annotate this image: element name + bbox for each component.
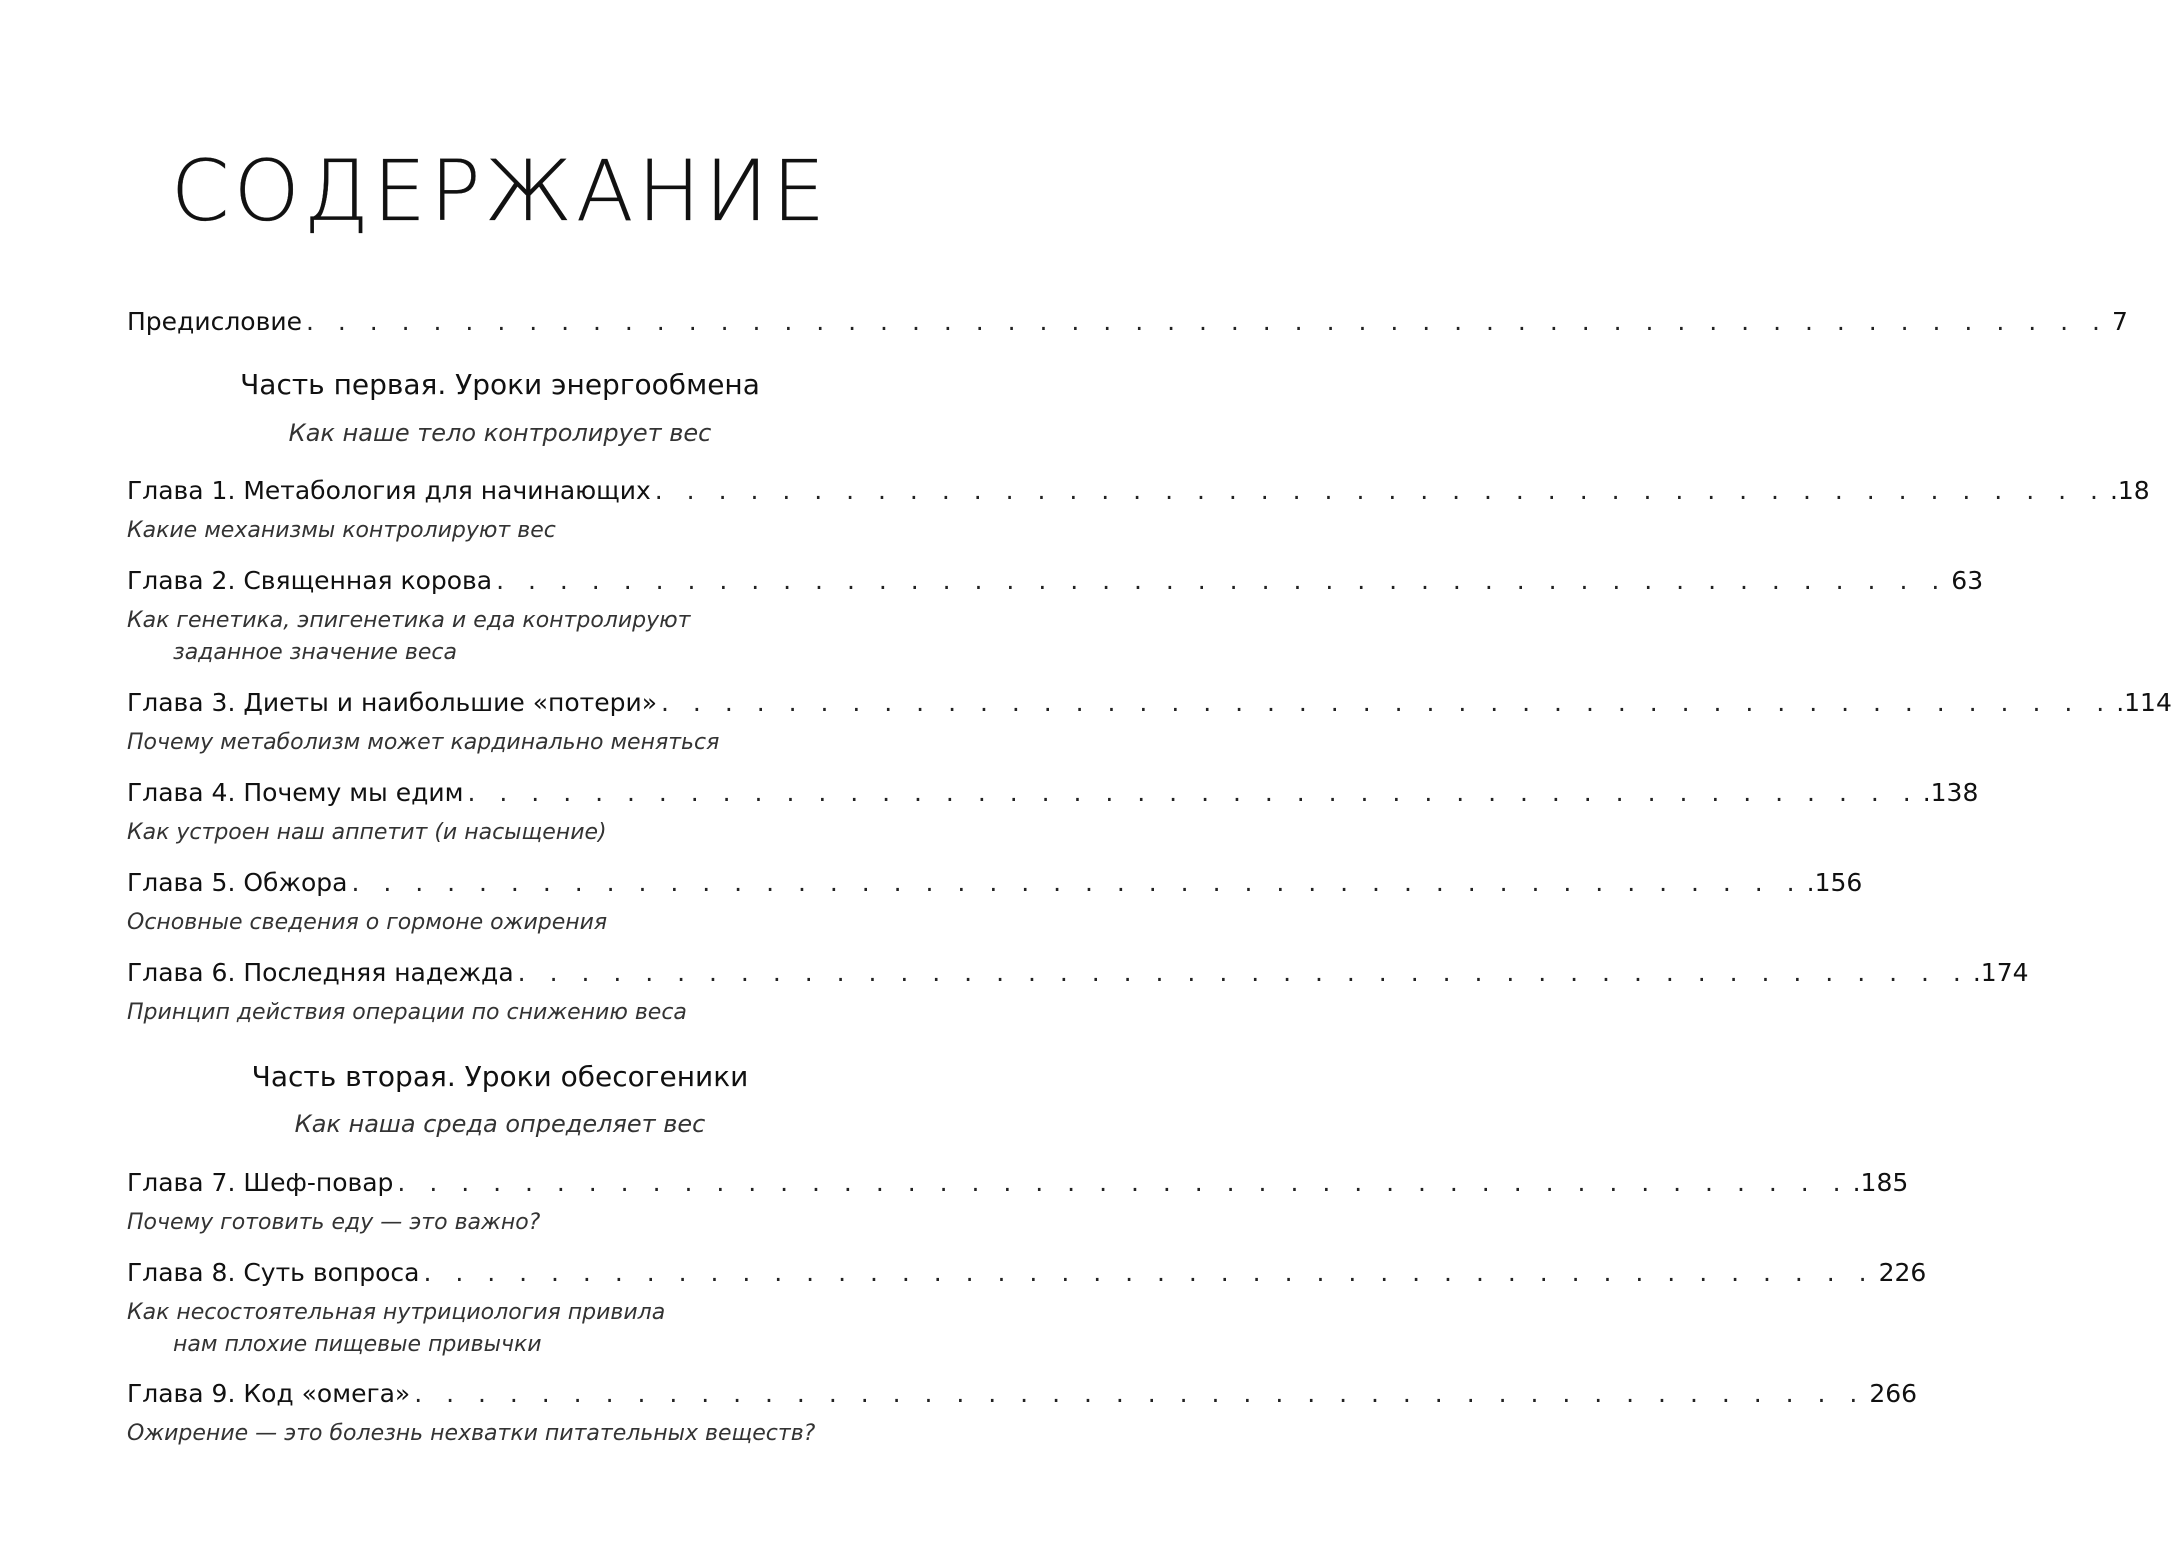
- entry-label: Глава 1. Метабология для начинающих: [127, 476, 651, 505]
- page-number: .18: [2109, 476, 2150, 505]
- chapter-description: [127, 605, 887, 669]
- entry-label: Предисловие: [127, 307, 302, 336]
- page-number: .114: [2116, 688, 2172, 717]
- chapter-description: [127, 727, 887, 759]
- leader-dots: . . . . . . . . . . . . . . . . . . . . . . . . . . . . . . . . . . . . . . . . . . . . . .: [351, 868, 1803, 897]
- part-title: Часть вторая. Уроки обесогеники: [251, 1060, 749, 1093]
- page-title: СОДЕРЖАНИЕ: [170, 142, 830, 240]
- page-number: .174: [1972, 958, 2029, 987]
- toc-entry-preface[interactable]: [127, 305, 2128, 339]
- description-line: Принцип действия операции по снижению веса: [127, 1000, 687, 1025]
- toc-entry-chapter-1[interactable]: [127, 474, 2150, 508]
- toc-entry-chapter-7[interactable]: [127, 1166, 1909, 1200]
- chapter-description: [127, 997, 887, 1029]
- chapter-description: [127, 907, 887, 939]
- chapter-description: [127, 817, 887, 849]
- description-line: Какие механизмы контролируют вес: [127, 518, 556, 543]
- page-number: .185: [1852, 1168, 1909, 1197]
- part-subtitle: Как наше тело контролирует вес: [288, 419, 712, 447]
- description-line: Почему готовить еду — это важно?: [127, 1210, 541, 1235]
- entry-label: Глава 4. Почему мы едим: [127, 778, 464, 807]
- part-subtitle: Как наша среда определяет вес: [294, 1110, 706, 1138]
- entry-label: Глава 9. Код «омега»: [127, 1379, 411, 1408]
- chapter-description: [127, 1418, 887, 1450]
- chapter-description: [127, 515, 887, 547]
- page-number: .156: [1806, 868, 1863, 897]
- leader-dots: . . . . . . . . . . . . . . . . . . . . . . . . . . . . . . . . . . . . . . . . . . . . . . . . . . . . . . . . .: [305, 307, 2108, 336]
- toc-entry-chapter-4[interactable]: [127, 776, 1979, 810]
- toc-entry-chapter-8[interactable]: [127, 1256, 1927, 1290]
- leader-dots: . . . . . . . . . . . . . . . . . . . . . . . . . . . . . . . . . . . . . . . . . . . . . .: [517, 958, 1969, 987]
- entry-label: Глава 8. Суть вопроса: [127, 1258, 420, 1287]
- page-number: .138: [1922, 778, 1979, 807]
- page-number: 7: [2111, 307, 2128, 336]
- entry-label: Глава 6. Последняя надежда: [127, 958, 514, 987]
- leader-dots: . . . . . . . . . . . . . . . . . . . . . . . . . . . . . . . . . . . . . . . . . . . . . .: [467, 778, 1919, 807]
- description-line: Как генетика, эпигенетика и еда контролируют: [127, 608, 691, 633]
- entry-label: Глава 2. Священная корова: [127, 566, 493, 595]
- leader-dots: . . . . . . . . . . . . . . . . . . . . . . . . . . . . . . . . . . . . . . . . . . . . . .: [397, 1168, 1849, 1197]
- description-line: нам плохие пищевые привычки: [173, 1332, 542, 1357]
- toc-entry-chapter-6[interactable]: [127, 956, 2029, 990]
- description-line: Основные сведения о гормоне ожирения: [127, 910, 608, 935]
- leader-dots: . . . . . . . . . . . . . . . . . . . . . . . . . . . . . . . . . . . . . . . . . . . . . .: [654, 476, 2106, 505]
- leader-dots: . . . . . . . . . . . . . . . . . . . . . . . . . . . . . . . . . . . . . . . . . . . . . .: [423, 1258, 1875, 1287]
- description-line: заданное значение веса: [173, 640, 458, 665]
- chapter-description: [127, 1207, 887, 1239]
- chapter-description: [127, 1297, 887, 1361]
- page-number: 226: [1878, 1258, 1927, 1287]
- entry-label: Глава 7. Шеф-повар: [127, 1168, 394, 1197]
- toc-entry-chapter-9[interactable]: [127, 1377, 1918, 1411]
- description-line: Почему метаболизм может кардинально меняться: [127, 730, 720, 755]
- entry-label: Глава 5. Обжора: [127, 868, 348, 897]
- page-number: 63: [1951, 566, 1984, 595]
- toc-entry-chapter-2[interactable]: [127, 564, 1984, 598]
- toc-entry-chapter-3[interactable]: [127, 686, 2172, 720]
- leader-dots: . . . . . . . . . . . . . . . . . . . . . . . . . . . . . . . . . . . . . . . . . . . . . .: [661, 688, 2113, 717]
- description-line: Как устроен наш аппетит (и насыщение): [127, 820, 607, 845]
- toc-entry-chapter-5[interactable]: [127, 866, 1863, 900]
- part-title: Часть первая. Уроки энергообмена: [240, 368, 760, 401]
- leader-dots: . . . . . . . . . . . . . . . . . . . . . . . . . . . . . . . . . . . . . . . . . . . . . .: [496, 566, 1948, 595]
- description-line: Ожирение — это болезнь нехватки питательных веществ?: [127, 1421, 816, 1446]
- description-line: Как несостоятельная нутрициология привила: [127, 1300, 666, 1325]
- page-number: 266: [1869, 1379, 1918, 1408]
- entry-label: Глава 3. Диеты и наибольшие «потери»: [127, 688, 658, 717]
- leader-dots: . . . . . . . . . . . . . . . . . . . . . . . . . . . . . . . . . . . . . . . . . . . . . .: [414, 1379, 1866, 1408]
